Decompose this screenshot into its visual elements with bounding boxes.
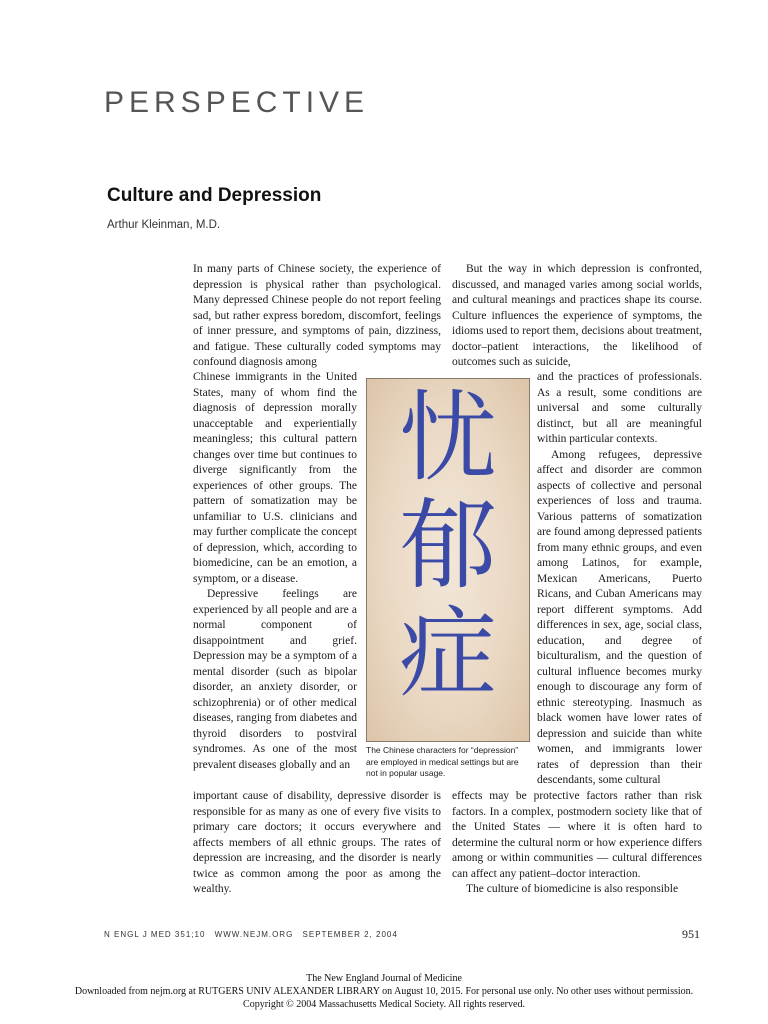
page-number: 951 <box>682 927 700 941</box>
copyright-line: Copyright © 2004 Massachusetts Medical Society. All rights reserved. <box>243 999 525 1010</box>
col2-paragraph-2-cont: effects may be protective factors rather than risk factors. In a complex, postmodern society like that of the United States — where it is often hard to determine the cultural norm or how experience differs among or within communities — cultural differences can affect any patient–doctor interaction. <box>452 790 702 880</box>
col2-paragraph-2: Among refugees, depressive affect and disorder are common aspects of collective and personal experiences of loss and trauma. Various patterns of somatization are found among depressed patients from many ethnic groups, and even among Latinos, for example, Mexican Americans, Puerto Ricans, and Cuban Americans may report different symptoms. Add differences in sex, age, social class, education, and degree of biculturalism, and the question of cultural influence becomes murky enough to discourage any form of ethnic stereotyping. Inasmuch as black women have lower rates of depression and suicide than white women, and immigrants lower rates of depression than their descendants, some cultural <box>537 448 702 786</box>
article-author: Arthur Kleinman, M.D. <box>107 219 221 231</box>
col2-paragraph-1-cont: and the practices of professionals. As a result, some conditions are universal and some culturally distinct, but all are meaningful within particular contexts. <box>537 371 702 445</box>
col2-text-bottom <box>452 789 702 898</box>
character-you: 忧 <box>398 381 498 495</box>
col2-text-narrow <box>537 370 702 789</box>
character-yu: 郁 <box>398 489 498 603</box>
col1-text-top <box>193 262 441 371</box>
article-title: Culture and Depression <box>107 185 322 206</box>
col1-paragraph-2-cont: important cause of disability, depressive disorder is responsible for as many as one of every five visits to primary care doctors; it occurs everywhere and affects members of all ethnic groups. The rates of depression are increasing, and the disorder is nearly twice as common among the poor as among the wealthy. <box>193 790 441 895</box>
download-info: Downloaded from nejm.org at RUTGERS UNIV ALEXANDER LIBRARY on August 10, 2015. For personal use only. No other uses without permission. <box>74 986 694 997</box>
character-zheng: 症 <box>398 597 498 711</box>
col1-paragraph-1-top: In many parts of Chinese society, the experience of depression is physical rather than psychological. Many depressed Chinese people do not report feeling sad, but rather express boredom, discomfort, feelings of inner pressure, and symptoms of pain, dizziness, and fatigue. These culturally coded symptoms may confound diagnosis among <box>193 263 441 368</box>
issue-date: SEPTEMBER 2, 2004 <box>302 930 398 939</box>
section-heading: PERSPECTIVE <box>104 86 370 119</box>
journal-citation: N ENGL J MED 351;10 <box>104 930 206 939</box>
figure-caption: The Chinese characters for “depression” are employed in medical settings but are not in popular usage. <box>366 745 519 778</box>
col1-paragraph-2: Depressive feelings are experienced by all people and are a normal component of disappointment and grief. Depression may be a symptom of a mental disorder (such as bipolar disorder, an anxiety disorder, or schizophrenia) or of other medical diseases, ranging from diabetes and thyroid disorders to postviral syndromes. As one of the most prevalent diseases globally and an <box>193 588 357 771</box>
running-footer <box>104 930 404 939</box>
journal-website: WWW.NEJM.ORG <box>214 930 294 939</box>
col2-paragraph-3: The culture of biomedicine is also responsible <box>466 883 679 895</box>
figure-canvas <box>367 379 529 741</box>
chinese-characters-figure <box>366 378 530 742</box>
col1-paragraph-1-cont: Chinese immigrants in the United States, many of whom find the diagnosis of depression morally unacceptable and experientially meaningless; this cultural pattern changes over time but continues to diverge significantly from the experiences of other groups. The pattern of somatization may be unfamiliar to U.S. clinicians and may further complicate the concept of depression, which, according to biomedicine, can be an emotion, a symptom, or a disease. <box>193 371 357 585</box>
download-notice <box>0 972 768 1011</box>
col2-paragraph-1: But the way in which depression is confronted, discussed, and managed varies among social worlds, and cultural meanings and practices shape its course. Culture influences the experience of symptoms, the idioms used to report them, decisions about treatment, doctor–patient interactions, the likelihood of outcomes such as suicide, <box>452 263 702 368</box>
col1-text-bottom <box>193 789 441 898</box>
col1-text-narrow <box>193 370 357 773</box>
journal-name: The New England Journal of Medicine <box>306 973 462 984</box>
col2-text-top <box>452 262 702 371</box>
